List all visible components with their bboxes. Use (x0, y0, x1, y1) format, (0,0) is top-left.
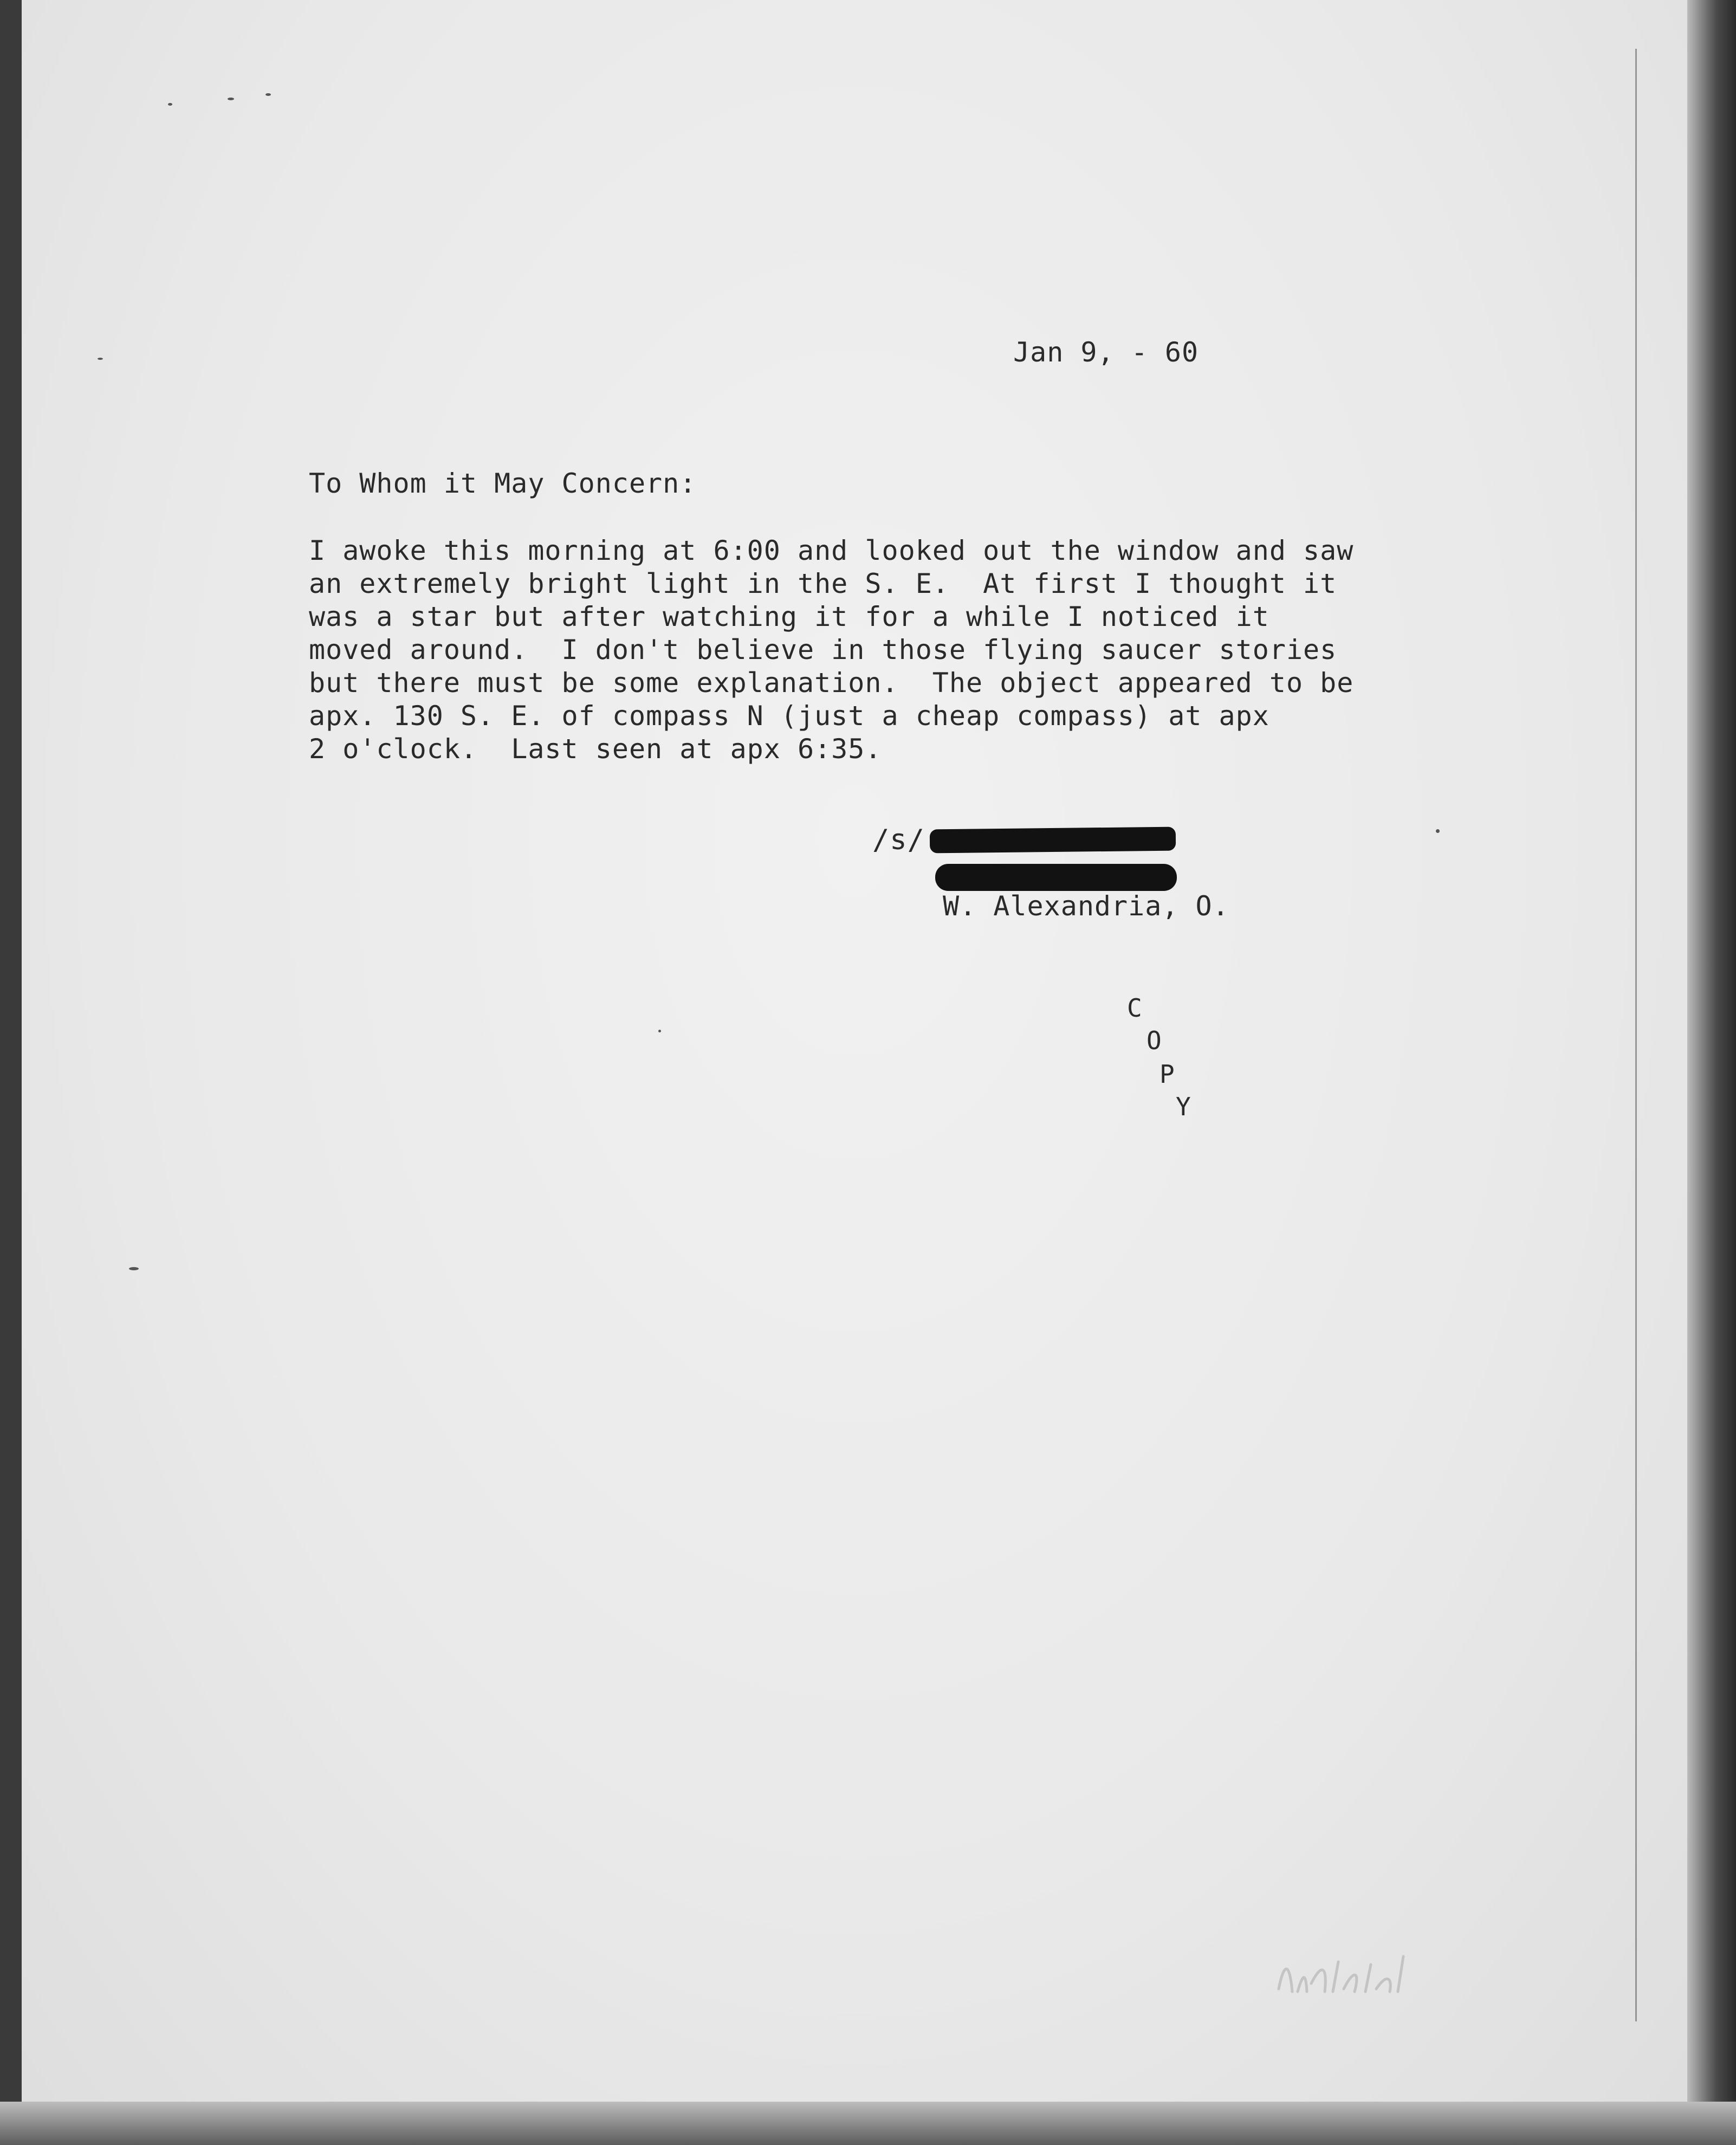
body-line: an extremely bright light in the S. E. At first I thought it (309, 568, 1337, 599)
body-line: was a star but after watching it for a while I noticed it (309, 601, 1269, 632)
body-line: I awoke this morning at 6:00 and looked out the window and saw (309, 535, 1354, 566)
redacted-signer-name (930, 827, 1176, 854)
scan-right-border (1687, 0, 1736, 2145)
body-line: but there must be some explanation. The object appeared to be (309, 667, 1354, 699)
body-line: 2 o'clock. Last seen at apx 6:35. (309, 733, 882, 765)
body-line: moved around. I don't believe in those flying saucer stories (309, 634, 1337, 666)
scan-speck (1436, 829, 1440, 833)
scan-left-border (0, 0, 22, 2145)
paper-sheet (22, 0, 1687, 2102)
scan-speck (658, 1030, 661, 1032)
copy-stamp-letter: Y (1176, 1092, 1191, 1121)
scan-bottom-border (0, 2102, 1736, 2145)
body-line: apx. 130 S. E. of compass N (just a cheap compass) at apx (309, 700, 1269, 732)
letter-salutation: To Whom it May Concern: (309, 468, 697, 499)
signature-prefix: /s/ (872, 824, 925, 856)
copy-stamp-letter: P (1160, 1059, 1175, 1089)
scan-speck (168, 103, 172, 106)
page-edge-line (1635, 49, 1637, 2021)
scan-speck (129, 1267, 139, 1270)
copy-stamp-letter: C (1127, 993, 1143, 1023)
faint-pencil-scribble (1273, 1940, 1436, 2005)
letter-body (309, 534, 1353, 766)
letter-date: Jan 9, - 60 (1013, 337, 1199, 368)
scan-speck (265, 93, 271, 96)
copy-stamp-letter: O (1146, 1026, 1162, 1055)
scan-speck (98, 358, 103, 360)
redacted-signer-address (935, 864, 1177, 891)
scan-speck (228, 98, 234, 100)
signer-location: W. Alexandria, O. (943, 890, 1229, 922)
